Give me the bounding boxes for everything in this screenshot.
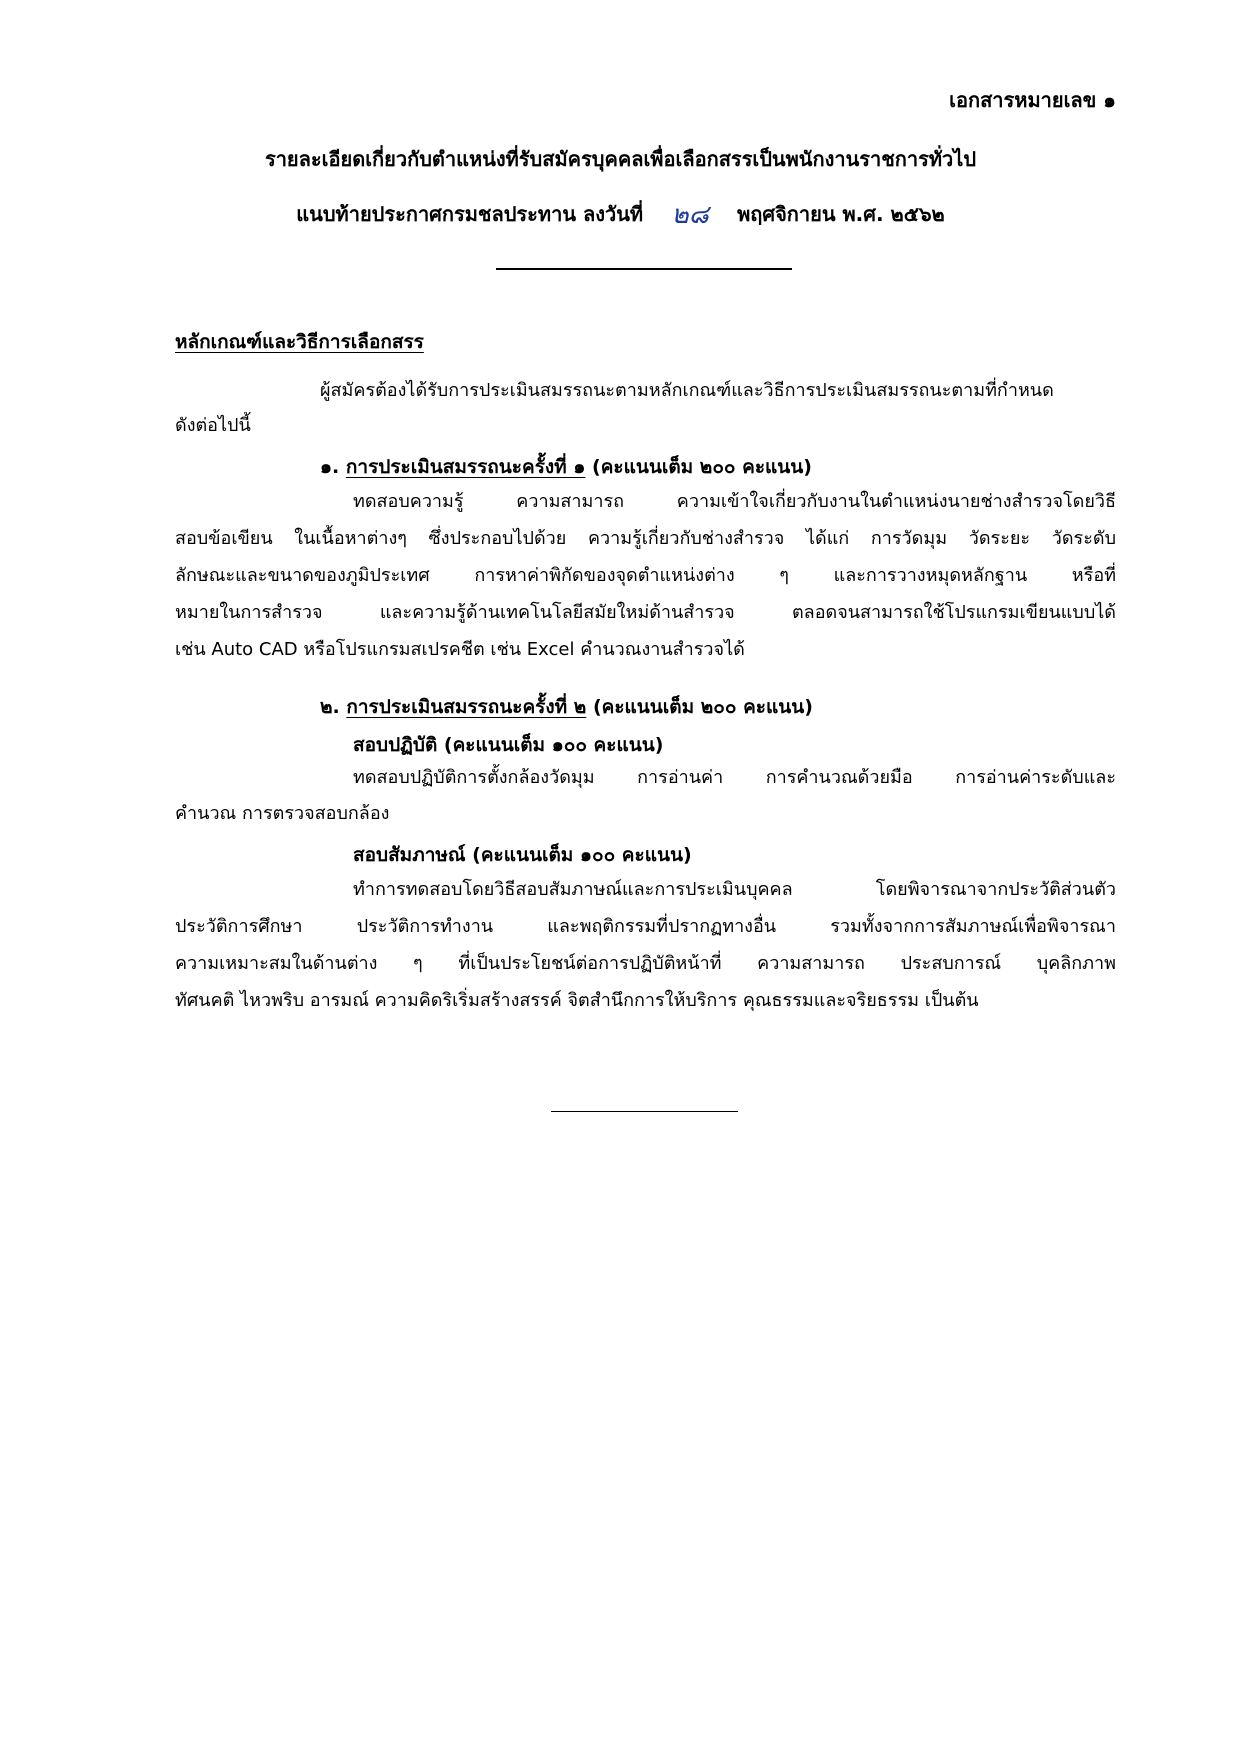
document-title: รายละเอียดเกี่ยวกับตำแหน่งที่รับสมัครบุคคลเพื่อเลือกสรรเป็นพนักงานราชการทั่วไป: [264, 147, 977, 171]
item1-line: สอบข้อเขียน ในเนื้อหาต่างๆ ซึ่งประกอบไปด้วย ความรู้เกี่ยวกับช่างสำรวจ ได้แก่ การวัดมุม วัดระยะ วัดระดับ: [175, 528, 1116, 549]
intro-line: ดังต่อไปนี้: [175, 415, 251, 436]
practical-exam-heading: สอบปฏิบัติ (คะแนนเต็ม ๑๐๐ คะแนน): [353, 734, 664, 756]
item1-line: เช่น Auto CAD หรือโปรแกรมสเปรคชีต เช่น Excel คำนวณงานสำรวจได้: [175, 639, 745, 660]
item2-score: (คะแนนเต็ม ๒๐๐ คะแนน): [592, 696, 813, 718]
handwritten-day: ๒๘: [671, 200, 709, 230]
section-heading: หลักเกณฑ์และวิธีการเลือกสรร: [175, 331, 424, 353]
item1-title: การประเมินสมรรถนะครั้งที่ ๑: [345, 456, 586, 478]
item1-line: หมายในการสำรวจ และความรู้ด้านเทคโนโลยีสมัยใหม่ด้านสำรวจ ตลอดจนสามารถใช้โปรแกรมเขียนแบบได้: [175, 602, 1116, 623]
end-divider: [551, 1111, 738, 1112]
item1-line: ทดสอบความรู้ ความสามารถ ความเข้าใจเกี่ยวกับงานในตำแหน่งนายช่างสำรวจโดยวิธี: [353, 491, 1116, 512]
document-subtitle: [0, 194, 1241, 235]
document-number: เอกสารหมายเลข ๑: [949, 88, 1116, 112]
subtitle-suffix: พฤศจิกายน พ.ศ. ๒๕๖๒: [737, 202, 945, 226]
interview-line: ทำการทดสอบโดยวิธีสอบสัมภาษณ์และการประเมินบุคคล โดยพิจารณาจากประวัติส่วนตัว: [353, 879, 1116, 900]
item1-score: (คะแนนเต็ม ๒๐๐ คะแนน): [592, 456, 812, 478]
intro-line: ผู้สมัครต้องได้รับการประเมินสมรรถนะตามหลักเกณฑ์และวิธีการประเมินสมรรถนะตามที่กำหนด: [320, 380, 1054, 401]
item2-heading: [320, 692, 813, 722]
item1-heading: [320, 452, 812, 482]
interview-exam-heading: สอบสัมภาษณ์ (คะแนนเต็ม ๑๐๐ คะแนน): [353, 844, 692, 866]
title-divider: [496, 268, 792, 270]
item1-number: ๑.: [320, 456, 340, 478]
practical-line: ทดสอบปฏิบัติการตั้งกล้องวัดมุม การอ่านค่า การคำนวณด้วยมือ การอ่านค่าระดับและ: [353, 767, 1116, 788]
item1-line: ลักษณะและขนาดของภูมิประเทศ การหาค่าพิกัดของจุดตำแหน่งต่าง ๆ และการวางหมุดหลักฐาน หรือที่: [175, 565, 1116, 586]
subtitle-prefix: แนบท้ายประกาศกรมชลประทาน ลงวันที่: [296, 202, 644, 226]
item2-number: ๒.: [320, 696, 340, 718]
interview-line: ทัศนคติ ไหวพริบ อารมณ์ ความคิดริเริ่มสร้างสรรค์ จิตสำนึกการให้บริการ คุณธรรมและจริยธรรม เป็นต้น: [175, 990, 979, 1011]
interview-line: ประวัติการศึกษา ประวัติการทำงาน และพฤติกรรมที่ปรากฏทางอื่น รวมทั้งจากการสัมภาษณ์เพื่อพิจารณา: [175, 916, 1116, 937]
item2-title: การประเมินสมรรถนะครั้งที่ ๒: [346, 696, 587, 718]
interview-line: ความเหมาะสมในด้านต่าง ๆ ที่เป็นประโยชน์ต่อการปฏิบัติหน้าที่ ความสามารถ ประสบการณ์ บุคลิกภาพ: [175, 953, 1116, 974]
practical-line: คำนวณ การตรวจสอบกล้อง: [175, 803, 390, 824]
